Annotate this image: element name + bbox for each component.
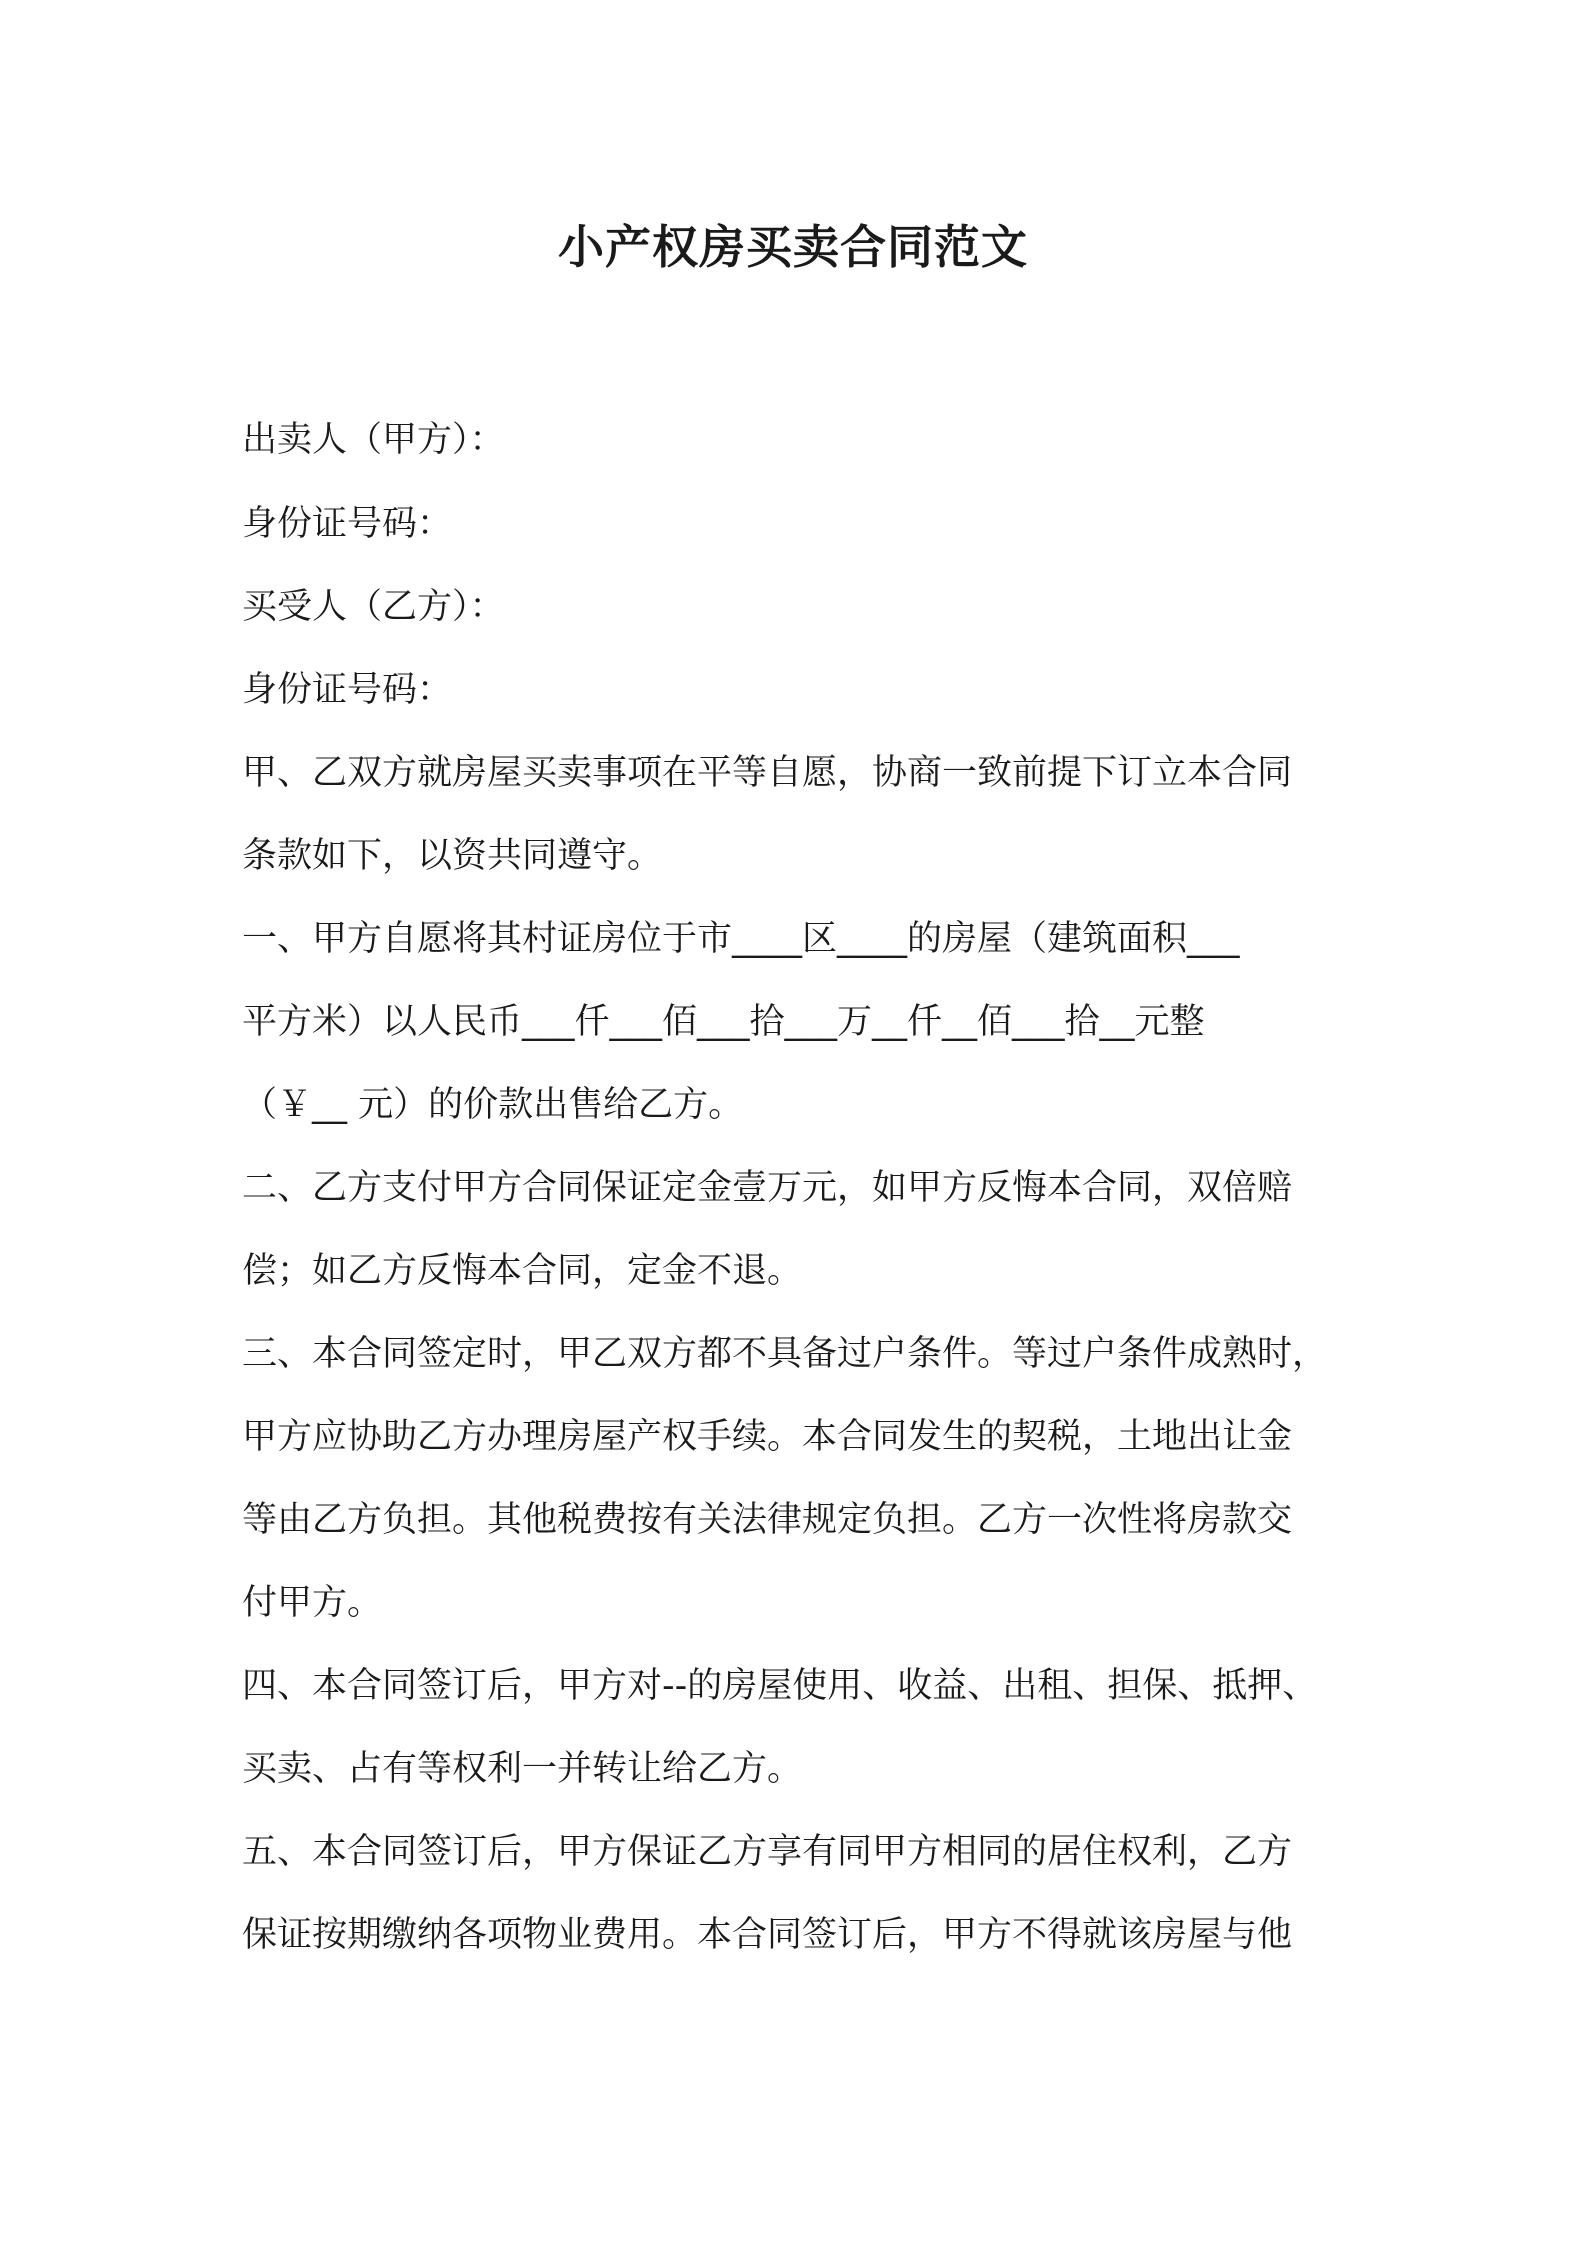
buyer-id-line: 身份证号码： bbox=[242, 670, 453, 710]
clause-2-line-1: 二、乙方支付甲方合同保证定金壹万元，如甲方反悔本合同，双倍赔 bbox=[242, 1168, 1293, 1208]
seller-line: 出卖人（甲方）： bbox=[242, 420, 505, 460]
clause-3-line-4: 付甲方。 bbox=[242, 1583, 383, 1623]
clause-3-line-1: 三、本合同签定时，甲乙双方都不具备过户条件。等过户条件成熟时， bbox=[242, 1334, 1328, 1374]
preamble-line-1: 甲、乙双方就房屋买卖事项在平等自愿，协商一致前提下订立本合同 bbox=[242, 753, 1293, 793]
clause-1-line-2: 平方米）以人民币___仟___佰___拾___万__仟__佰___拾__元整 bbox=[242, 1002, 1205, 1042]
buyer-line: 买受人（乙方）： bbox=[242, 587, 505, 627]
clause-1-line-3: （￥__ 元）的价款出售给乙方。 bbox=[242, 1085, 744, 1125]
clause-2-line-2: 偿；如乙方反悔本合同，定金不退。 bbox=[242, 1251, 803, 1291]
clause-1-line-1: 一、甲方自愿将其村证房位于市____区____的房屋（建筑面积___ bbox=[242, 919, 1240, 959]
preamble-line-2: 条款如下，以资共同遵守。 bbox=[242, 836, 663, 876]
clause-5-line-1: 五、本合同签订后，甲方保证乙方享有同甲方相同的居住权利，乙方 bbox=[242, 1832, 1293, 1872]
clause-3-line-3: 等由乙方负担。其他税费按有关法律规定负担。乙方一次性将房款交 bbox=[242, 1500, 1293, 1540]
clause-3-line-2: 甲方应协助乙方办理房屋产权手续。本合同发生的契税，土地出让金 bbox=[242, 1417, 1293, 1457]
clause-5-line-2: 保证按期缴纳各项物业费用。本合同签订后，甲方不得就该房屋与他 bbox=[242, 1915, 1293, 1955]
document-title: 小产权房买卖合同范文 bbox=[558, 220, 1028, 274]
clause-4-line-1: 四、本合同签订后，甲方对--的房屋使用、收益、出租、担保、抵押、 bbox=[242, 1666, 1318, 1706]
clause-4-line-2: 买卖、占有等权利一并转让给乙方。 bbox=[242, 1749, 803, 1789]
seller-id-line: 身份证号码： bbox=[242, 504, 453, 544]
